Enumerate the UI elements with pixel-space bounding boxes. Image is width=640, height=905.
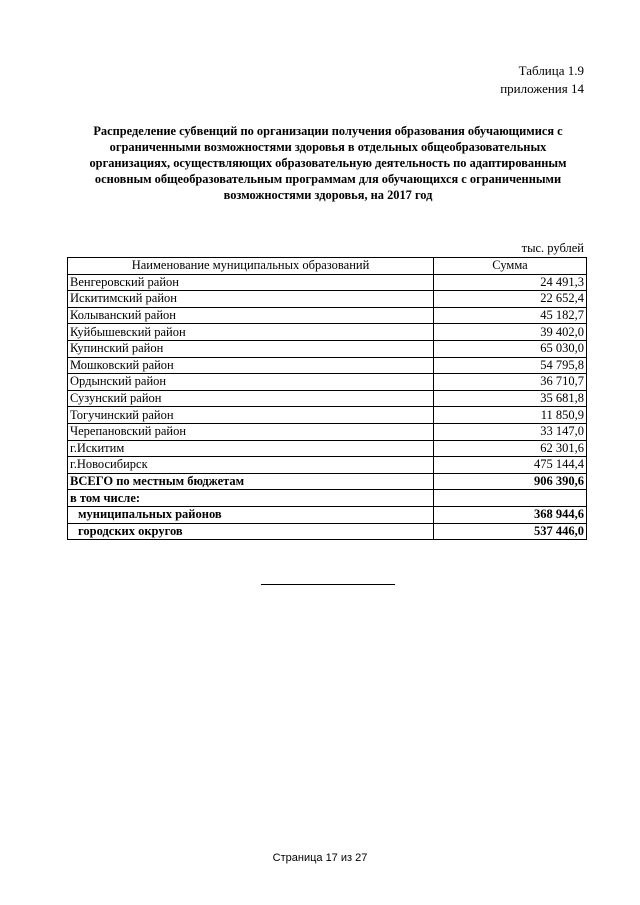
including-sum-empty xyxy=(434,490,587,507)
municipality-name: Сузунский район xyxy=(68,390,434,407)
document-title xyxy=(70,123,586,203)
municipality-sum: 62 301,6 xyxy=(434,440,587,457)
municipality-sum: 39 402,0 xyxy=(434,324,587,341)
page-number: Страница 17 из 27 xyxy=(272,852,368,864)
table-row xyxy=(68,457,587,474)
municipality-name: Куйбышевский район xyxy=(68,324,434,341)
municipality-sum: 36 710,7 xyxy=(434,374,587,391)
table-header-row xyxy=(68,258,587,275)
including-row xyxy=(68,490,587,507)
municipal-districts-row xyxy=(68,506,587,523)
municipality-name: г.Новосибирск xyxy=(68,457,434,474)
municipality-sum: 54 795,8 xyxy=(434,357,587,374)
table-row xyxy=(68,374,587,391)
municipality-name: Венгеровский район xyxy=(68,274,434,291)
urban-districts-label: городских округов xyxy=(68,523,434,540)
appendix-number: приложения 14 xyxy=(500,81,584,96)
municipality-sum: 475 144,4 xyxy=(434,457,587,474)
title-line-4: основным общеобразовательным программам для обучающихся с ограниченными xyxy=(94,172,562,186)
title-line-5: возможностями здоровья, на 2017 год xyxy=(223,188,433,202)
municipal-districts-sum: 368 944,6 xyxy=(434,506,587,523)
municipality-name: Искитимский район xyxy=(68,291,434,308)
table-row xyxy=(68,440,587,457)
units-label: тыс. рублей xyxy=(521,241,584,255)
subvention-table xyxy=(67,257,587,540)
municipality-name: г.Искитим xyxy=(68,440,434,457)
municipality-sum: 24 491,3 xyxy=(434,274,587,291)
table-row xyxy=(68,274,587,291)
table-number: Таблица 1.9 xyxy=(518,63,584,78)
column-header-name: Наименование муниципальных образований xyxy=(68,258,434,275)
urban-districts-sum: 537 446,0 xyxy=(434,523,587,540)
municipality-name: Черепановский район xyxy=(68,423,434,440)
table-row xyxy=(68,307,587,324)
column-header-sum: Сумма xyxy=(434,258,587,275)
table-row xyxy=(68,324,587,341)
table-row xyxy=(68,390,587,407)
municipal-districts-label: муниципальных районов xyxy=(68,506,434,523)
table-row xyxy=(68,423,587,440)
title-line-3: организациях, осуществляющих образовательную деятельность по адаптированным xyxy=(89,156,567,170)
urban-districts-row xyxy=(68,523,587,540)
municipality-sum: 35 681,8 xyxy=(434,390,587,407)
municipality-sum: 33 147,0 xyxy=(434,423,587,440)
table-row xyxy=(68,291,587,308)
municipality-name: Колыванский район xyxy=(68,307,434,324)
municipality-sum: 65 030,0 xyxy=(434,340,587,357)
table-reference xyxy=(500,62,584,98)
table-row xyxy=(68,407,587,424)
including-label: в том числе: xyxy=(68,490,434,507)
municipality-name: Тогучинский район xyxy=(68,407,434,424)
municipality-name: Купинский район xyxy=(68,340,434,357)
separator-line xyxy=(261,584,395,585)
total-label: ВСЕГО по местным бюджетам xyxy=(68,473,434,490)
table-row xyxy=(68,357,587,374)
municipality-sum: 22 652,4 xyxy=(434,291,587,308)
municipality-name: Ордынский район xyxy=(68,374,434,391)
municipality-name: Мошковский район xyxy=(68,357,434,374)
title-line-1: Распределение субвенций по организации получения образования обучающимися с xyxy=(93,124,563,138)
municipality-sum: 11 850,9 xyxy=(434,407,587,424)
table-row xyxy=(68,340,587,357)
municipality-sum: 45 182,7 xyxy=(434,307,587,324)
title-line-2: ограниченными возможностями здоровья в отдельных общеобразовательных xyxy=(109,140,547,154)
total-sum: 906 390,6 xyxy=(434,473,587,490)
total-row xyxy=(68,473,587,490)
